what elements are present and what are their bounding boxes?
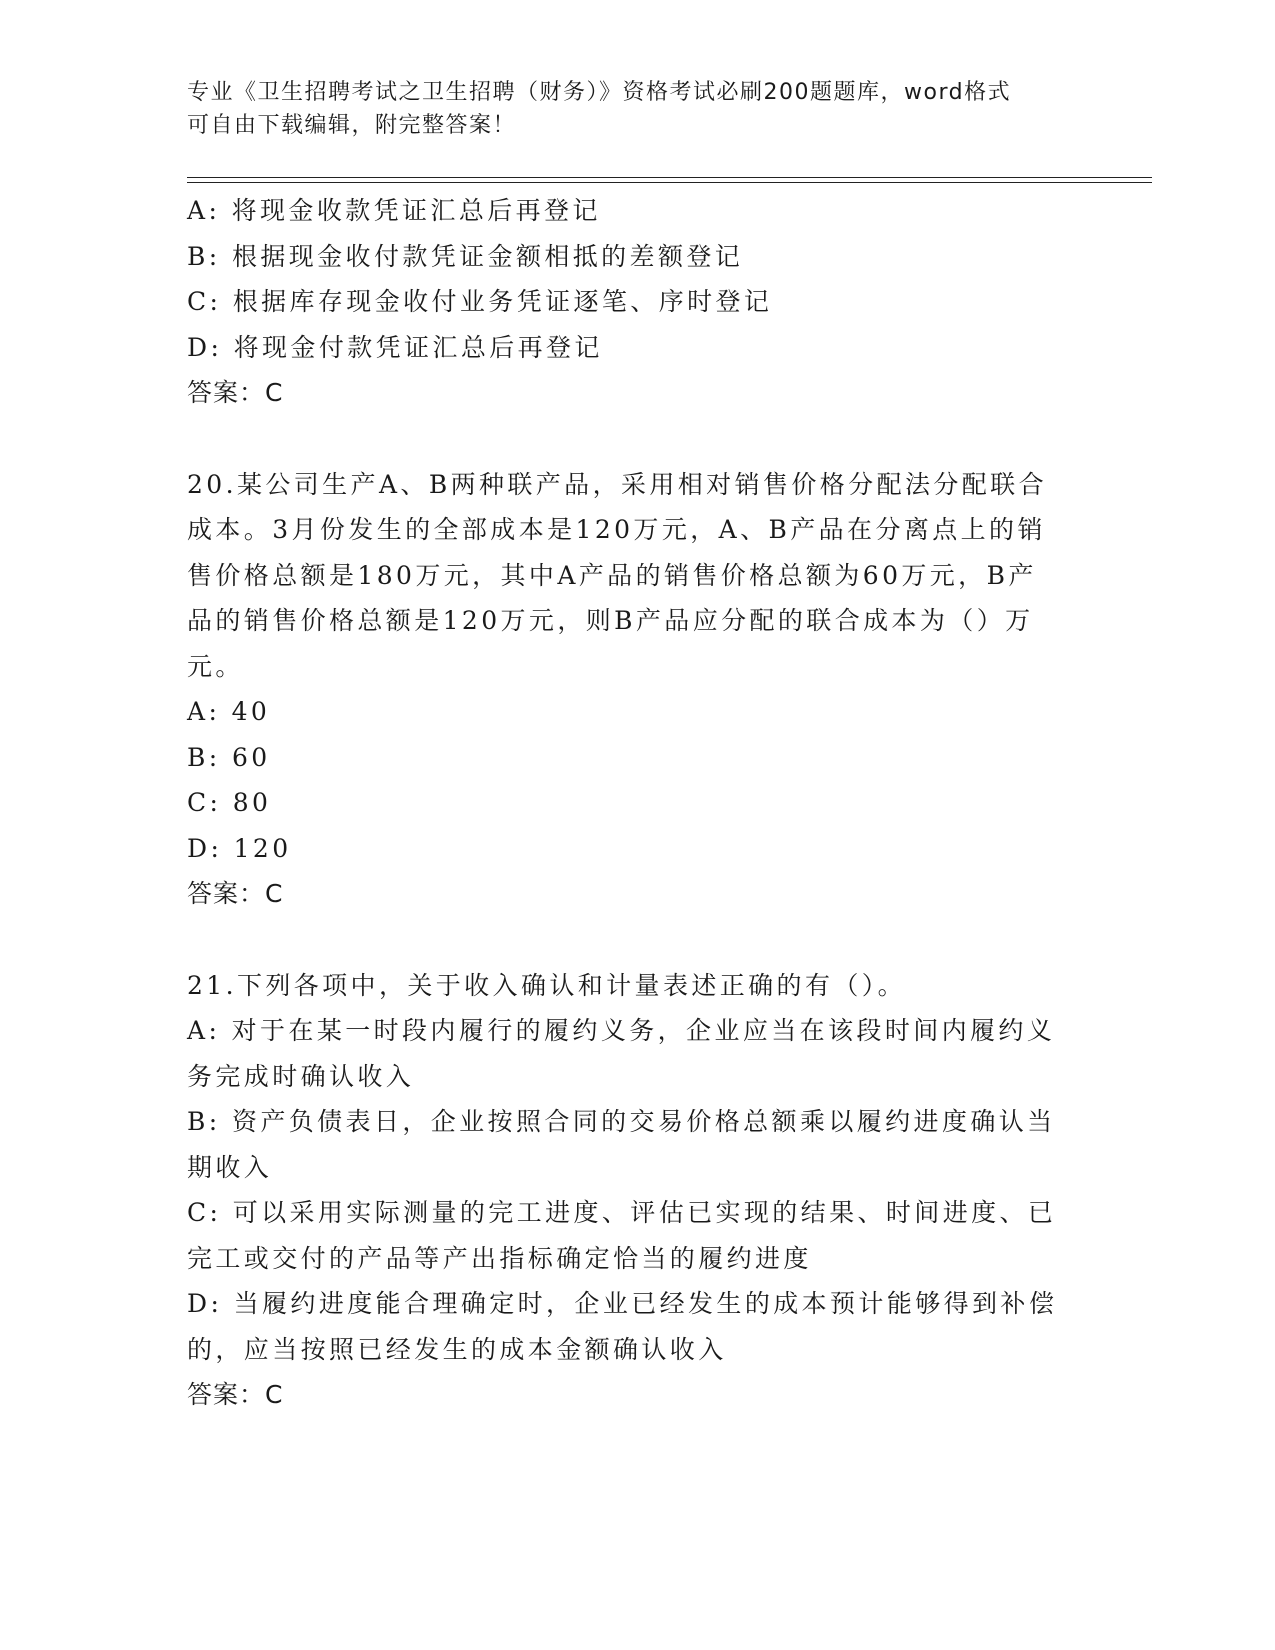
- q20-answer: 答案：C: [187, 879, 284, 908]
- q19-option-b: B: 根据现金收付款凭证金额相抵的差额登记: [187, 241, 744, 271]
- q20-stem-line: 成本。3月份发生的全部成本是120万元，A、B产品在分离点上的销: [187, 515, 1046, 544]
- question-21: [187, 963, 1067, 1418]
- document-header: [187, 76, 1067, 142]
- q20-stem-line: 元。: [187, 651, 244, 681]
- q20-option-b: B: 60: [187, 742, 271, 772]
- q19-answer: 答案：C: [187, 378, 284, 407]
- header-divider-bottom: [187, 182, 1152, 183]
- q21-option-b-cont: 期收入: [187, 1152, 273, 1182]
- header-divider-top: [187, 177, 1152, 178]
- header-line-2: 可自由下载编辑，附完整答案！: [187, 113, 517, 138]
- q21-option-a-cont: 务完成时确认收入: [187, 1061, 415, 1091]
- spacer: [187, 416, 1067, 462]
- q21-option-c-cont: 完工或交付的产品等产出指标确定恰当的履约进度: [187, 1243, 812, 1273]
- q20-option-a: A: 40: [187, 697, 271, 726]
- q21-stem-line: 21.下列各项中，关于收入确认和计量表述正确的有（）。: [187, 970, 907, 1000]
- question-20: [187, 462, 1067, 917]
- q20-stem-line: 20.某公司生产A、B两种联产品，采用相对销售价格分配法分配联合: [187, 469, 1047, 499]
- q21-option-b: B: 资产负债表日，企业按照合同的交易价格总额乘以履约进度确认当: [187, 1107, 1056, 1136]
- q21-option-d-cont: 的，应当按照已经发生的成本金额确认收入: [187, 1334, 727, 1364]
- q21-option-d: D: 当履约进度能合理确定时，企业已经发生的成本预计能够得到补偿: [187, 1289, 1058, 1318]
- spacer: [187, 917, 1067, 963]
- q19-option-c: C: 根据库存现金收付业务凭证逐笔、序时登记: [187, 287, 773, 316]
- q19-option-d: D: 将现金付款凭证汇总后再登记: [187, 332, 603, 362]
- header-line-1: 专业《卫生招聘考试之卫生招聘（财务）》资格考试必刷200题题库，word格式: [187, 80, 1012, 105]
- document-body: [187, 188, 1067, 1418]
- q20-option-c: C: 80: [187, 788, 272, 817]
- q21-answer: 答案：C: [187, 1380, 284, 1409]
- q20-stem-line: 售价格总额是180万元，其中A产品的销售价格总额为60万元，B产: [187, 560, 1037, 590]
- question-19: [187, 188, 1067, 416]
- q21-option-c: C: 可以采用实际测量的完工进度、评估已实现的结果、时间进度、已: [187, 1198, 1057, 1227]
- q19-option-a: A: 将现金收款凭证汇总后再登记: [187, 196, 601, 225]
- q20-option-d: D: 120: [187, 833, 292, 863]
- q20-stem-line: 品的销售价格总额是120万元，则B产品应分配的联合成本为（）万: [187, 606, 1034, 635]
- q21-option-a: A: 对于在某一时段内履行的履约义务，企业应当在该段时间内履约义: [187, 1016, 1056, 1045]
